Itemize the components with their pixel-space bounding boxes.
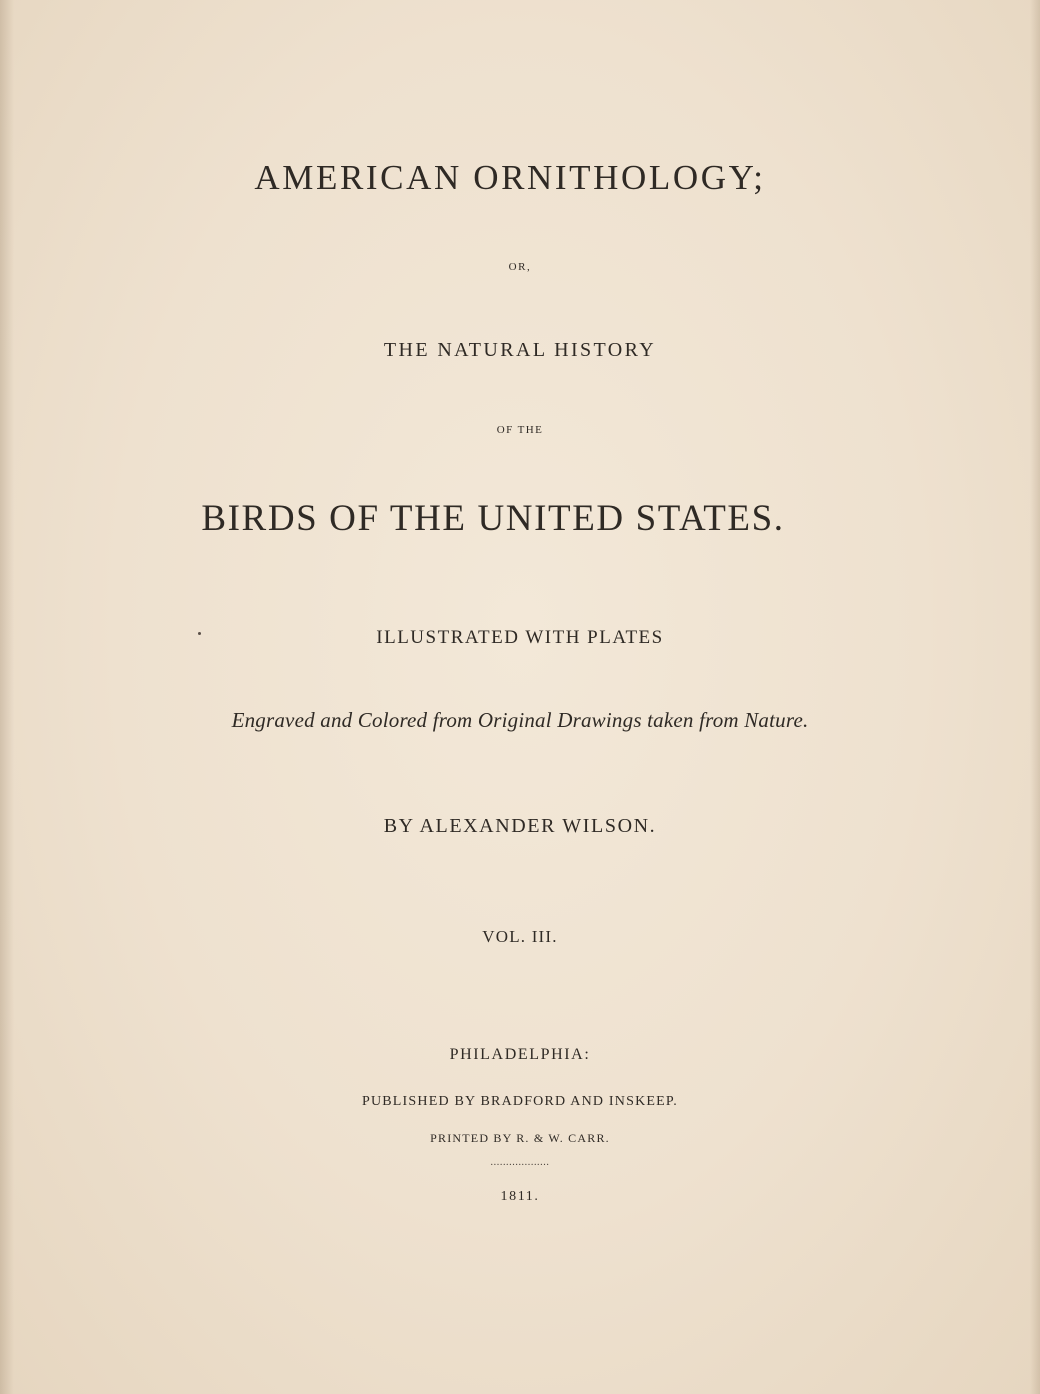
page-edge-shadow-left [0,0,14,1394]
of-the-connector: OF THE [496,424,544,436]
dotted-rule: ................... [490,1157,550,1168]
imprint-year: 1811. [500,1189,540,1204]
illustrated-line: ILLUSTRATED WITH PLATES [376,627,664,648]
paper-speck [198,632,201,635]
imprint-publisher: PUBLISHED BY BRADFORD AND INSKEEP. [361,1094,679,1109]
page-edge-shadow-right [1030,0,1040,1394]
engraved-line: Engraved and Colored from Original Drawings taken from Nature. [231,708,809,732]
book-title: AMERICAN ORNITHOLOGY; [254,158,766,197]
or-connector: OR, [508,261,532,273]
imprint-place: PHILADELPHIA: [449,1046,591,1063]
volume-label: VOL. III. [482,927,558,946]
book-subject: BIRDS OF THE UNITED STATES. [201,498,785,539]
imprint-printer: PRINTED BY R. & W. CARR. [430,1131,610,1145]
author-line: BY ALEXANDER WILSON. [383,815,657,837]
book-subtitle: THE NATURAL HISTORY [383,339,657,361]
